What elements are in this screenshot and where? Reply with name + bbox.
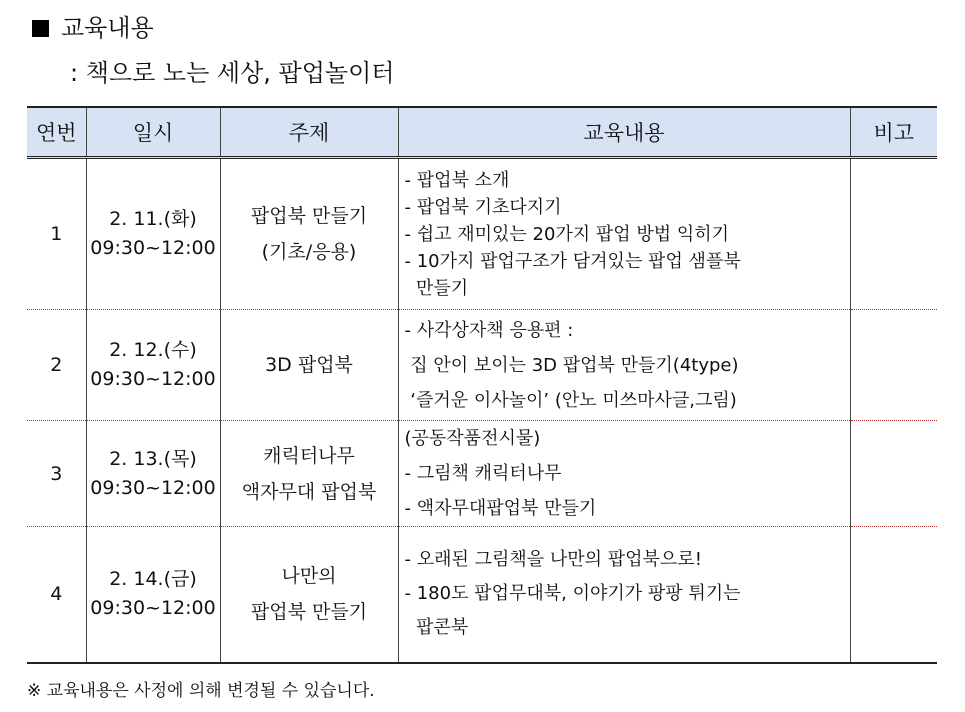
table-row [27, 527, 937, 663]
content-line: - 팝업북 기초다지기 [404, 196, 562, 218]
row-date-day: 2. 13.(목) [109, 447, 197, 470]
row-note [850, 527, 937, 663]
row-note [850, 158, 937, 310]
row-date-day: 2. 11.(화) [109, 208, 197, 230]
content-line: - 10가지 팝업구조가 담겨있는 팝업 샘플북 [404, 250, 741, 272]
content-line: - 180도 팝업무대북, 이야기가 팡팡 튀기는 [404, 583, 741, 605]
row-number: 4 [27, 527, 86, 663]
content-line: - 사각상자책 응용편 : [404, 319, 574, 341]
row-topic-line: 팝업북 만들기 [250, 205, 368, 227]
row-topic [220, 421, 398, 527]
program-subtitle: : 책으로 노는 세상, 팝업놀이터 [70, 59, 395, 87]
content-line: - 액자무대팝업북 만들기 [404, 498, 597, 519]
table-header-row [27, 107, 937, 158]
row-content [398, 158, 850, 310]
row-topic [220, 158, 398, 310]
content-line: 집 안이 보이는 3D 팝업북 만들기(4type) [404, 354, 739, 376]
row-content [398, 421, 850, 527]
table-row [27, 158, 937, 310]
row-number: 3 [27, 421, 86, 527]
section-heading-title: 교육내용 [61, 14, 154, 42]
row-date-time: 09:30~12:00 [90, 597, 216, 620]
row-topic [220, 310, 398, 421]
column-header-date: 일시 [86, 107, 220, 158]
content-line: - 쉽고 재미있는 20가지 팝업 방법 익히기 [404, 223, 730, 245]
column-header-topic: 주제 [220, 107, 398, 158]
content-line: 팝콘북 [404, 617, 469, 639]
row-topic-line: 캐릭터나무 [263, 444, 355, 467]
row-date-time: 09:30~12:00 [90, 368, 216, 390]
table-row [27, 310, 937, 421]
section-heading [32, 12, 154, 44]
row-date-day: 2. 14.(금) [109, 568, 197, 591]
row-note [850, 310, 937, 421]
column-header-note: 비고 [850, 107, 937, 158]
column-header-content: 교육내용 [398, 107, 850, 158]
content-line: ‘즐거운 이사놀이’ (안노 미쓰마사글,그림) [404, 389, 737, 411]
row-number: 1 [27, 158, 86, 310]
content-line: 만들기 [404, 277, 469, 299]
row-topic [220, 527, 398, 663]
row-note [850, 421, 937, 527]
content-line: - 오래된 그림책을 나만의 팝업북으로! [404, 549, 702, 571]
content-line: - 그림책 캐릭터나무 [404, 463, 562, 484]
row-content [398, 310, 850, 421]
column-header-number: 연번 [27, 107, 86, 158]
row-topic-line: 팝업북 만들기 [250, 601, 368, 624]
row-date-time: 09:30~12:00 [90, 237, 216, 259]
row-number: 2 [27, 310, 86, 421]
content-line: - 팝업북 소개 [404, 169, 510, 191]
row-topic-line: (기초/응용) [261, 241, 357, 263]
row-date [86, 527, 220, 663]
row-date [86, 421, 220, 527]
row-topic-line: 3D 팝업북 [265, 354, 353, 376]
row-content [398, 527, 850, 663]
table-row [27, 421, 937, 527]
black-square-icon [32, 20, 49, 37]
row-date [86, 310, 220, 421]
row-date-day: 2. 12.(수) [109, 339, 197, 361]
row-topic-line: 액자무대 팝업북 [241, 480, 377, 503]
row-date-time: 09:30~12:00 [90, 476, 216, 499]
schedule-table [27, 106, 937, 664]
row-date [86, 158, 220, 310]
content-line: (공동작품전시물) [404, 428, 541, 449]
footnote: ※ 교육내용은 사정에 의해 변경될 수 있습니다. [27, 681, 375, 701]
row-topic-line: 나만의 [281, 565, 337, 588]
